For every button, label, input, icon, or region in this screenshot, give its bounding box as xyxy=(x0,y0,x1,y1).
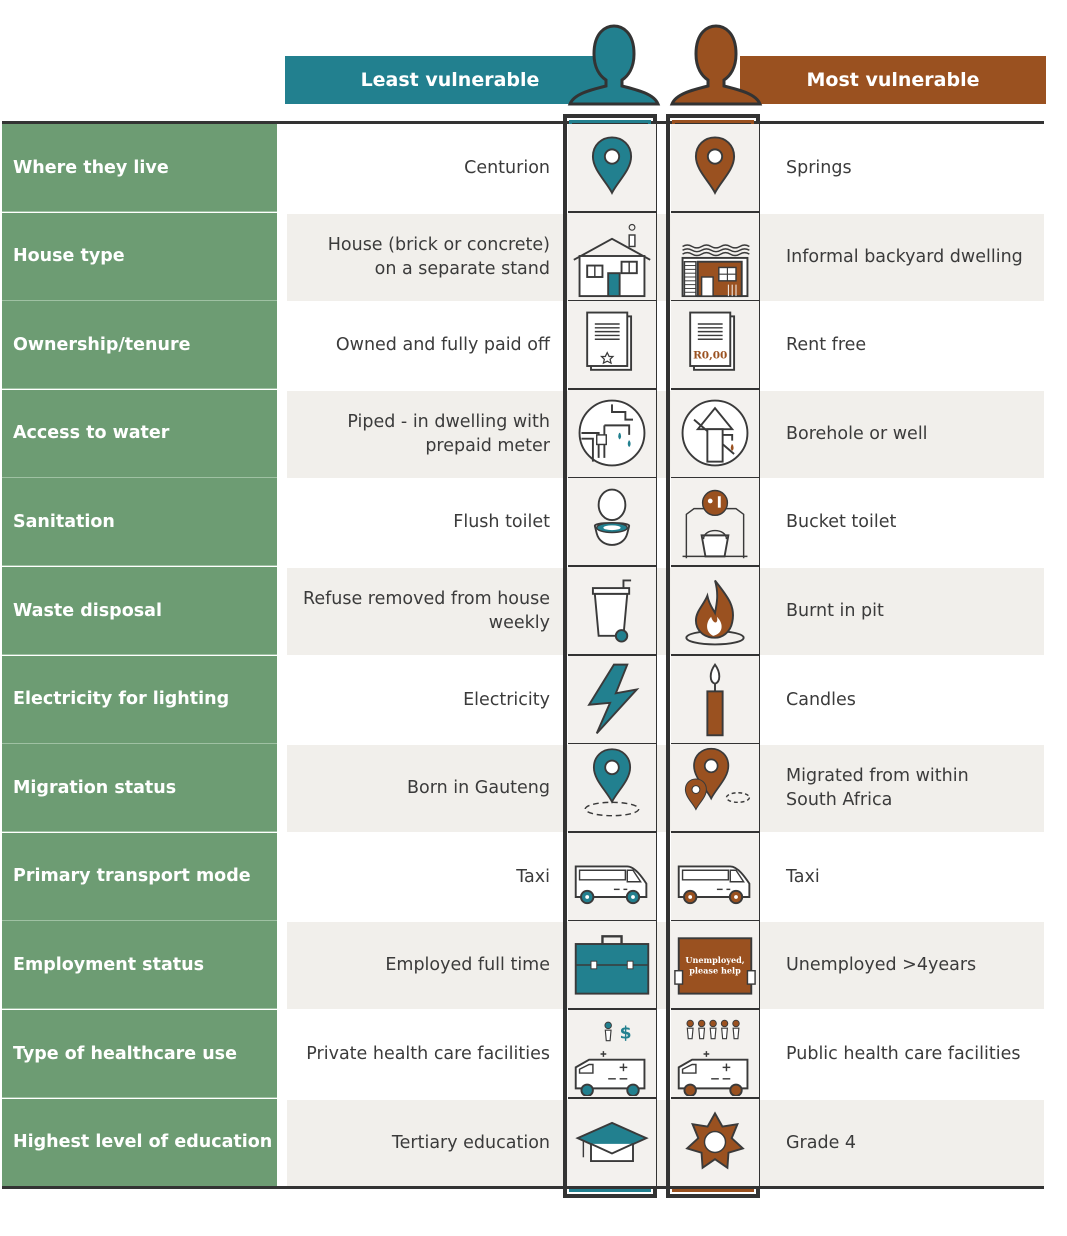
table-row xyxy=(2,921,1044,1010)
least-value-text: Owned and fully paid off xyxy=(335,335,550,356)
least-value-text: Piped - in dwelling with prepaid meter xyxy=(347,411,550,456)
star-badge-icon xyxy=(671,1099,759,1188)
row-label xyxy=(2,1010,277,1098)
svg-text:$: $ xyxy=(619,1023,632,1044)
most-value xyxy=(786,1010,1036,1098)
most-value xyxy=(786,390,1036,478)
most-icon-column xyxy=(666,114,760,1198)
bucket-toilet-icon xyxy=(671,478,759,567)
least-value xyxy=(290,390,550,478)
table-row xyxy=(2,833,1044,922)
most-value-text: Grade 4 xyxy=(786,1132,857,1153)
minibus-icon xyxy=(568,833,656,922)
table-row xyxy=(2,301,1044,390)
row-label xyxy=(2,301,277,389)
least-value xyxy=(290,124,550,212)
least-value-text: Born in Gauteng xyxy=(407,778,550,799)
most-value xyxy=(786,1099,1036,1187)
row-label-text: Sanitation xyxy=(13,511,115,532)
table-row xyxy=(2,213,1044,302)
title-deed-icon xyxy=(568,301,656,390)
ambulance-public-icon xyxy=(671,1010,759,1099)
most-value xyxy=(786,656,1036,744)
least-value xyxy=(290,921,550,1009)
least-icon-column xyxy=(563,114,657,1198)
row-label-text: Waste disposal xyxy=(13,600,162,621)
least-value-text: Centurion xyxy=(464,158,550,178)
row-label-text: Migration status xyxy=(13,777,177,798)
person-head-least-icon xyxy=(566,24,662,106)
row-label-text: Where they live xyxy=(13,157,169,178)
most-value-text: Rent free xyxy=(786,335,867,356)
most-vulnerable-banner xyxy=(740,56,1046,104)
least-value-text: Electricity xyxy=(463,689,550,710)
row-label xyxy=(2,656,277,744)
fire-icon xyxy=(671,567,759,656)
lightning-icon xyxy=(568,656,656,745)
most-value xyxy=(786,567,1036,655)
row-label-text: Primary transport mode xyxy=(13,866,251,887)
wheelie-bin-icon xyxy=(568,567,656,656)
svg-text:please help: please help xyxy=(689,965,741,976)
most-value xyxy=(786,478,1036,566)
tap-icon xyxy=(568,390,656,479)
row-label-text: Employment status xyxy=(13,954,204,975)
least-value xyxy=(290,744,550,832)
most-value xyxy=(786,124,1036,212)
most-value-text: Borehole or well xyxy=(786,423,928,444)
row-label xyxy=(2,213,277,301)
candle-icon xyxy=(671,656,759,745)
rent-document-icon xyxy=(671,301,759,390)
most-value-text: Taxi xyxy=(786,866,820,887)
most-value-text: Unemployed >4years xyxy=(786,955,977,976)
least-value-text: Private health care facilities xyxy=(306,1044,550,1064)
least-value-text: Refuse removed from house weekly xyxy=(302,589,550,633)
least-value-text: Flush toilet xyxy=(453,512,550,533)
row-label xyxy=(2,921,277,1009)
house-icon xyxy=(568,213,656,302)
row-label xyxy=(2,1099,277,1187)
table-row xyxy=(2,478,1044,567)
row-label-text: Access to water xyxy=(13,423,170,444)
table-row xyxy=(2,1099,1044,1188)
most-vulnerable-label: Most vulnerable xyxy=(806,69,980,91)
svg-text:Unemployed,: Unemployed, xyxy=(685,954,745,965)
most-value xyxy=(786,921,1036,1009)
least-value-text: Employed full time xyxy=(385,955,550,976)
row-label xyxy=(2,390,277,478)
most-value-text: Springs xyxy=(786,158,852,178)
table-row xyxy=(2,656,1044,745)
least-value-text: Taxi xyxy=(516,866,550,887)
most-value xyxy=(786,301,1036,389)
location-pin-icon xyxy=(671,124,759,213)
most-value-text: Candles xyxy=(786,689,856,710)
table-row xyxy=(2,744,1044,833)
most-value-text: Public health care facilities xyxy=(786,1044,1021,1064)
person-head-most-icon xyxy=(668,24,764,106)
most-value-text: Migrated from within South Africa xyxy=(786,766,969,811)
row-label xyxy=(2,833,277,921)
flush-toilet-icon xyxy=(568,478,656,567)
row-label xyxy=(2,478,277,566)
briefcase-icon xyxy=(568,921,656,1010)
most-value xyxy=(786,833,1036,921)
svg-text:R0,00: R0,00 xyxy=(693,349,728,362)
least-value xyxy=(290,1099,550,1187)
most-value xyxy=(786,744,1036,832)
least-value-text: House (brick or concrete) on a separate stand xyxy=(327,234,550,279)
least-value-text: Tertiary education xyxy=(391,1132,550,1153)
pin-circle-icon xyxy=(568,744,656,833)
location-pin-icon xyxy=(568,124,656,213)
least-value xyxy=(290,1010,550,1098)
least-value xyxy=(290,833,550,921)
row-label xyxy=(2,567,277,655)
least-value xyxy=(290,301,550,389)
row-label-text: House type xyxy=(13,246,125,267)
table-row xyxy=(2,1010,1044,1099)
least-value xyxy=(290,656,550,744)
row-label xyxy=(2,124,277,212)
least-vulnerable-label: Least vulnerable xyxy=(360,69,540,91)
graduation-cap-icon xyxy=(568,1099,656,1188)
pin-move-icon xyxy=(671,744,759,833)
table-bottom-rule xyxy=(2,1186,1044,1189)
most-value-text: Bucket toilet xyxy=(786,512,897,533)
row-label-text: Ownership/tenure xyxy=(13,334,191,355)
row-label-text: Electricity for lighting xyxy=(13,689,230,710)
row-label-text: Highest level of education xyxy=(13,1132,273,1153)
most-value-text: Burnt in pit xyxy=(786,601,884,621)
well-icon xyxy=(671,390,759,479)
row-label xyxy=(2,744,277,832)
least-value xyxy=(290,567,550,655)
most-value xyxy=(786,213,1036,301)
row-label-text: Type of healthcare use xyxy=(13,1043,237,1064)
minibus-icon xyxy=(671,833,759,922)
table-row xyxy=(2,567,1044,656)
most-value-text: Informal backyard dwelling xyxy=(786,246,1023,267)
table-row xyxy=(2,390,1044,479)
least-value xyxy=(290,213,550,301)
least-value xyxy=(290,478,550,566)
shack-icon xyxy=(671,213,759,302)
ambulance-private-icon xyxy=(568,1010,656,1099)
sign-icon xyxy=(671,921,759,1010)
table-row xyxy=(2,124,1044,213)
